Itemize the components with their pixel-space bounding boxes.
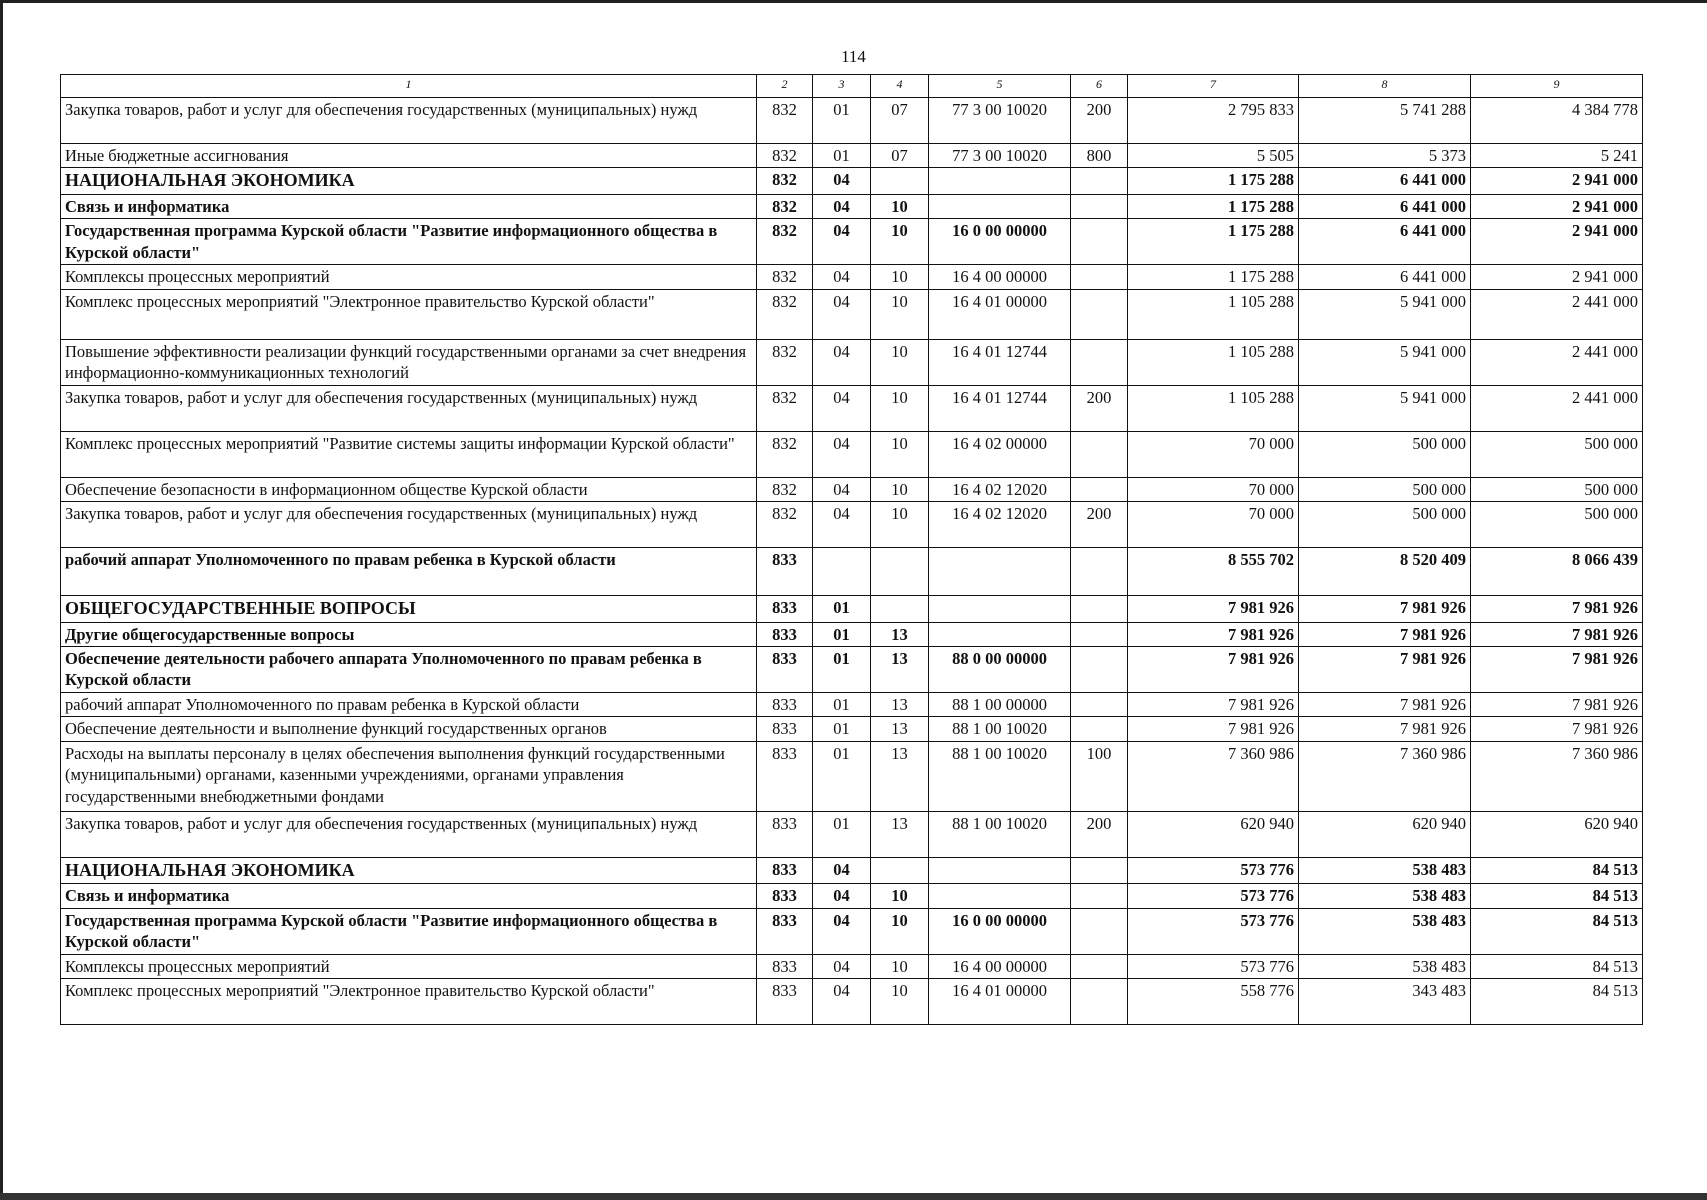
table-row	[61, 339, 1643, 385]
amount-cell-7: 1 175 288	[1128, 168, 1299, 194]
expense-type-cell	[1071, 884, 1128, 908]
admin-code-cell: 832	[757, 168, 813, 194]
amount-cell-7: 1 105 288	[1128, 385, 1299, 431]
amount-cell-7: 70 000	[1128, 502, 1299, 548]
subsection-code-cell: 13	[871, 717, 929, 741]
expense-type-cell	[1071, 168, 1128, 194]
amount-cell-9: 84 513	[1471, 954, 1643, 978]
expense-type-cell	[1071, 548, 1128, 596]
amount-cell-8: 538 483	[1299, 954, 1471, 978]
column-header: 4	[871, 75, 929, 98]
admin-code-cell: 832	[757, 289, 813, 339]
subsection-code-cell: 13	[871, 646, 929, 692]
column-header: 5	[929, 75, 1071, 98]
amount-cell-8: 7 360 986	[1299, 741, 1471, 811]
subsection-code-cell: 07	[871, 144, 929, 168]
table-row	[61, 98, 1643, 144]
row-name-cell: Закупка товаров, работ и услуг для обеспечения государственных (муниципальных) нужд	[61, 811, 757, 857]
amount-cell-8: 8 520 409	[1299, 548, 1471, 596]
table-row	[61, 717, 1643, 741]
admin-code-cell: 832	[757, 385, 813, 431]
row-name-cell: Другие общегосударственные вопросы	[61, 622, 757, 646]
table-row	[61, 884, 1643, 908]
amount-cell-9: 8 066 439	[1471, 548, 1643, 596]
amount-cell-7: 573 776	[1128, 857, 1299, 883]
table-row	[61, 144, 1643, 168]
amount-cell-8: 500 000	[1299, 502, 1471, 548]
subsection-code-cell: 10	[871, 502, 929, 548]
row-name-cell: рабочий аппарат Уполномоченного по правам ребенка в Курской области	[61, 548, 757, 596]
amount-cell-9: 4 384 778	[1471, 98, 1643, 144]
row-name-cell: рабочий аппарат Уполномоченного по правам ребенка в Курской области	[61, 692, 757, 716]
expense-type-cell	[1071, 265, 1128, 289]
target-article-cell	[929, 596, 1071, 622]
table-row	[61, 741, 1643, 811]
admin-code-cell: 832	[757, 502, 813, 548]
amount-cell-8: 343 483	[1299, 979, 1471, 1025]
row-name-cell: Расходы на выплаты персоналу в целях обеспечения выполнения функций государственными (муниципальными) органами, казенными учреждениями, органами управления государственными внебюджетными фондами	[61, 741, 757, 811]
target-article-cell: 88 1 00 10020	[929, 741, 1071, 811]
amount-cell-7: 573 776	[1128, 884, 1299, 908]
admin-code-cell: 833	[757, 646, 813, 692]
subsection-code-cell: 07	[871, 98, 929, 144]
amount-cell-8: 7 981 926	[1299, 622, 1471, 646]
amount-cell-8: 7 981 926	[1299, 646, 1471, 692]
amount-cell-7: 7 981 926	[1128, 692, 1299, 716]
row-name-cell: Комплекс процессных мероприятий "Электронное правительство Курской области"	[61, 979, 757, 1025]
target-article-cell: 88 1 00 10020	[929, 717, 1071, 741]
amount-cell-7: 8 555 702	[1128, 548, 1299, 596]
table-row	[61, 477, 1643, 501]
section-code-cell: 04	[813, 219, 871, 265]
target-article-cell: 16 4 02 12020	[929, 477, 1071, 501]
amount-cell-7: 70 000	[1128, 431, 1299, 477]
amount-cell-7: 1 175 288	[1128, 265, 1299, 289]
section-code-cell: 04	[813, 339, 871, 385]
scan-border-top	[0, 0, 1707, 3]
row-name-cell: Комплекс процессных мероприятий "Развитие системы защиты информации Курской области"	[61, 431, 757, 477]
row-name-cell: Государственная программа Курской области "Развитие информационного общества в Курской области"	[61, 219, 757, 265]
section-code-cell: 01	[813, 596, 871, 622]
admin-code-cell: 833	[757, 548, 813, 596]
section-code-cell	[813, 548, 871, 596]
amount-cell-9: 84 513	[1471, 979, 1643, 1025]
column-header: 9	[1471, 75, 1643, 98]
expense-type-cell: 200	[1071, 385, 1128, 431]
subsection-code-cell: 10	[871, 884, 929, 908]
row-name-cell: Иные бюджетные ассигнования	[61, 144, 757, 168]
expense-type-cell	[1071, 954, 1128, 978]
amount-cell-9: 7 981 926	[1471, 646, 1643, 692]
row-name-cell: Связь и информатика	[61, 194, 757, 218]
subsection-code-cell: 10	[871, 265, 929, 289]
admin-code-cell: 832	[757, 98, 813, 144]
amount-cell-7: 7 981 926	[1128, 646, 1299, 692]
expense-type-cell: 200	[1071, 811, 1128, 857]
amount-cell-7: 70 000	[1128, 477, 1299, 501]
expense-type-cell	[1071, 431, 1128, 477]
amount-cell-8: 6 441 000	[1299, 194, 1471, 218]
target-article-cell: 16 4 01 00000	[929, 979, 1071, 1025]
scan-border-left	[0, 0, 3, 1200]
amount-cell-7: 558 776	[1128, 979, 1299, 1025]
amount-cell-7: 573 776	[1128, 954, 1299, 978]
expense-type-cell: 800	[1071, 144, 1128, 168]
row-name-cell: Повышение эффективности реализации функций государственными органами за счет внедрения информационно-коммуникационных технологий	[61, 339, 757, 385]
expense-type-cell	[1071, 219, 1128, 265]
section-code-cell: 01	[813, 717, 871, 741]
admin-code-cell: 832	[757, 339, 813, 385]
table-row	[61, 596, 1643, 622]
amount-cell-9: 2 441 000	[1471, 289, 1643, 339]
admin-code-cell: 833	[757, 596, 813, 622]
amount-cell-7: 5 505	[1128, 144, 1299, 168]
column-header: 1	[61, 75, 757, 98]
amount-cell-8: 620 940	[1299, 811, 1471, 857]
column-header: 2	[757, 75, 813, 98]
admin-code-cell: 833	[757, 741, 813, 811]
expense-type-cell	[1071, 646, 1128, 692]
admin-code-cell: 833	[757, 908, 813, 954]
amount-cell-7: 620 940	[1128, 811, 1299, 857]
section-code-cell: 04	[813, 954, 871, 978]
table-row	[61, 954, 1643, 978]
table-row	[61, 431, 1643, 477]
admin-code-cell: 832	[757, 265, 813, 289]
table-row	[61, 811, 1643, 857]
column-header: 8	[1299, 75, 1471, 98]
subsection-code-cell: 10	[871, 908, 929, 954]
amount-cell-9: 7 981 926	[1471, 717, 1643, 741]
column-header: 3	[813, 75, 871, 98]
amount-cell-8: 6 441 000	[1299, 168, 1471, 194]
table-row	[61, 194, 1643, 218]
target-article-cell: 16 0 00 00000	[929, 219, 1071, 265]
admin-code-cell: 833	[757, 979, 813, 1025]
row-name-cell: Комплекс процессных мероприятий "Электронное правительство Курской области"	[61, 289, 757, 339]
expense-type-cell: 200	[1071, 502, 1128, 548]
row-name-cell: Комплексы процессных мероприятий	[61, 265, 757, 289]
target-article-cell: 16 4 00 00000	[929, 265, 1071, 289]
amount-cell-9: 2 941 000	[1471, 219, 1643, 265]
target-article-cell	[929, 857, 1071, 883]
admin-code-cell: 833	[757, 717, 813, 741]
expense-type-cell	[1071, 289, 1128, 339]
subsection-code-cell: 13	[871, 741, 929, 811]
admin-code-cell: 833	[757, 884, 813, 908]
amount-cell-8: 538 483	[1299, 884, 1471, 908]
expense-type-cell	[1071, 477, 1128, 501]
expense-type-cell	[1071, 857, 1128, 883]
amount-cell-9: 7 981 926	[1471, 692, 1643, 716]
table-row	[61, 622, 1643, 646]
amount-cell-8: 500 000	[1299, 477, 1471, 501]
amount-cell-7: 2 795 833	[1128, 98, 1299, 144]
amount-cell-8: 6 441 000	[1299, 265, 1471, 289]
admin-code-cell: 832	[757, 477, 813, 501]
amount-cell-7: 7 360 986	[1128, 741, 1299, 811]
amount-cell-9: 620 940	[1471, 811, 1643, 857]
amount-cell-7: 7 981 926	[1128, 596, 1299, 622]
expense-type-cell	[1071, 717, 1128, 741]
table-row	[61, 979, 1643, 1025]
target-article-cell: 88 1 00 00000	[929, 692, 1071, 716]
expense-type-cell	[1071, 622, 1128, 646]
expense-type-cell: 200	[1071, 98, 1128, 144]
amount-cell-7: 7 981 926	[1128, 622, 1299, 646]
admin-code-cell: 833	[757, 622, 813, 646]
subsection-code-cell: 10	[871, 954, 929, 978]
section-code-cell: 04	[813, 289, 871, 339]
section-code-cell: 04	[813, 908, 871, 954]
section-code-cell: 01	[813, 622, 871, 646]
table-row	[61, 219, 1643, 265]
amount-cell-8: 6 441 000	[1299, 219, 1471, 265]
target-article-cell: 16 4 01 12744	[929, 385, 1071, 431]
subsection-code-cell	[871, 548, 929, 596]
expense-type-cell	[1071, 908, 1128, 954]
row-name-cell: НАЦИОНАЛЬНАЯ ЭКОНОМИКА	[61, 168, 757, 194]
amount-cell-7: 7 981 926	[1128, 717, 1299, 741]
amount-cell-8: 500 000	[1299, 431, 1471, 477]
section-code-cell: 04	[813, 431, 871, 477]
section-code-cell: 01	[813, 144, 871, 168]
amount-cell-7: 1 105 288	[1128, 289, 1299, 339]
amount-cell-9: 7 981 926	[1471, 622, 1643, 646]
amount-cell-9: 84 513	[1471, 884, 1643, 908]
subsection-code-cell: 10	[871, 431, 929, 477]
admin-code-cell: 832	[757, 431, 813, 477]
subsection-code-cell: 10	[871, 477, 929, 501]
subsection-code-cell: 13	[871, 622, 929, 646]
amount-cell-9: 7 981 926	[1471, 596, 1643, 622]
subsection-code-cell: 10	[871, 979, 929, 1025]
section-code-cell: 01	[813, 692, 871, 716]
table-row	[61, 289, 1643, 339]
section-code-cell: 04	[813, 884, 871, 908]
expense-type-cell: 100	[1071, 741, 1128, 811]
amount-cell-8: 7 981 926	[1299, 717, 1471, 741]
target-article-cell: 77 3 00 10020	[929, 98, 1071, 144]
section-code-cell: 04	[813, 502, 871, 548]
section-code-cell: 04	[813, 265, 871, 289]
target-article-cell	[929, 194, 1071, 218]
row-name-cell: Комплексы процессных мероприятий	[61, 954, 757, 978]
target-article-cell	[929, 548, 1071, 596]
amount-cell-9: 84 513	[1471, 857, 1643, 883]
subsection-code-cell: 13	[871, 811, 929, 857]
expense-type-cell	[1071, 596, 1128, 622]
amount-cell-9: 5 241	[1471, 144, 1643, 168]
amount-cell-9: 2 441 000	[1471, 339, 1643, 385]
amount-cell-8: 5 941 000	[1299, 339, 1471, 385]
amount-cell-9: 500 000	[1471, 477, 1643, 501]
row-name-cell: Закупка товаров, работ и услуг для обеспечения государственных (муниципальных) нужд	[61, 98, 757, 144]
amount-cell-8: 5 941 000	[1299, 289, 1471, 339]
amount-cell-8: 538 483	[1299, 908, 1471, 954]
target-article-cell: 16 4 00 00000	[929, 954, 1071, 978]
row-name-cell: Обеспечение деятельности рабочего аппарата Уполномоченного по правам ребенка в Курской области	[61, 646, 757, 692]
target-article-cell: 16 4 01 00000	[929, 289, 1071, 339]
row-name-cell: Обеспечение деятельности и выполнение функций государственных органов	[61, 717, 757, 741]
amount-cell-8: 7 981 926	[1299, 596, 1471, 622]
amount-cell-8: 5 373	[1299, 144, 1471, 168]
row-name-cell: ОБЩЕГОСУДАРСТВЕННЫЕ ВОПРОСЫ	[61, 596, 757, 622]
table-row	[61, 857, 1643, 883]
subsection-code-cell: 13	[871, 692, 929, 716]
section-code-cell: 04	[813, 477, 871, 501]
row-name-cell: Государственная программа Курской области "Развитие информационного общества в Курской области"	[61, 908, 757, 954]
admin-code-cell: 832	[757, 144, 813, 168]
subsection-code-cell	[871, 857, 929, 883]
expense-type-cell	[1071, 979, 1128, 1025]
target-article-cell: 16 0 00 00000	[929, 908, 1071, 954]
section-code-cell: 04	[813, 194, 871, 218]
target-article-cell	[929, 884, 1071, 908]
subsection-code-cell: 10	[871, 385, 929, 431]
admin-code-cell: 833	[757, 811, 813, 857]
amount-cell-9: 500 000	[1471, 431, 1643, 477]
page-number: 114	[841, 47, 866, 66]
section-code-cell: 01	[813, 98, 871, 144]
target-article-cell	[929, 168, 1071, 194]
expense-type-cell	[1071, 194, 1128, 218]
table-row	[61, 692, 1643, 716]
column-header-row	[61, 75, 1643, 98]
row-name-cell: НАЦИОНАЛЬНАЯ ЭКОНОМИКА	[61, 857, 757, 883]
table-row	[61, 548, 1643, 596]
table-row	[61, 265, 1643, 289]
subsection-code-cell: 10	[871, 339, 929, 385]
row-name-cell: Связь и информатика	[61, 884, 757, 908]
table-body	[61, 75, 1643, 1025]
amount-cell-7: 1 105 288	[1128, 339, 1299, 385]
section-code-cell: 01	[813, 741, 871, 811]
table-row	[61, 168, 1643, 194]
target-article-cell: 16 4 02 00000	[929, 431, 1071, 477]
row-name-cell: Обеспечение безопасности в информационном обществе Курской области	[61, 477, 757, 501]
amount-cell-7: 1 175 288	[1128, 219, 1299, 265]
subsection-code-cell	[871, 168, 929, 194]
subsection-code-cell: 10	[871, 194, 929, 218]
table-row	[61, 502, 1643, 548]
amount-cell-8: 5 741 288	[1299, 98, 1471, 144]
target-article-cell: 16 4 02 12020	[929, 502, 1071, 548]
table-row	[61, 646, 1643, 692]
admin-code-cell: 833	[757, 692, 813, 716]
amount-cell-9: 2 941 000	[1471, 265, 1643, 289]
admin-code-cell: 832	[757, 219, 813, 265]
table-row	[61, 385, 1643, 431]
amount-cell-7: 573 776	[1128, 908, 1299, 954]
section-code-cell: 01	[813, 646, 871, 692]
expense-type-cell	[1071, 339, 1128, 385]
amount-cell-9: 7 360 986	[1471, 741, 1643, 811]
amount-cell-8: 538 483	[1299, 857, 1471, 883]
amount-cell-9: 2 941 000	[1471, 194, 1643, 218]
section-code-cell: 04	[813, 385, 871, 431]
amount-cell-9: 84 513	[1471, 908, 1643, 954]
amount-cell-9: 500 000	[1471, 502, 1643, 548]
column-header: 7	[1128, 75, 1299, 98]
amount-cell-9: 2 441 000	[1471, 385, 1643, 431]
amount-cell-8: 7 981 926	[1299, 692, 1471, 716]
admin-code-cell: 832	[757, 194, 813, 218]
amount-cell-8: 5 941 000	[1299, 385, 1471, 431]
subsection-code-cell: 10	[871, 219, 929, 265]
subsection-code-cell: 10	[871, 289, 929, 339]
amount-cell-9: 2 941 000	[1471, 168, 1643, 194]
section-code-cell: 04	[813, 168, 871, 194]
budget-table	[60, 74, 1643, 1025]
column-header: 6	[1071, 75, 1128, 98]
subsection-code-cell	[871, 596, 929, 622]
row-name-cell: Закупка товаров, работ и услуг для обеспечения государственных (муниципальных) нужд	[61, 385, 757, 431]
scan-border-bottom	[0, 1193, 1707, 1200]
target-article-cell: 77 3 00 10020	[929, 144, 1071, 168]
admin-code-cell: 833	[757, 954, 813, 978]
target-article-cell	[929, 622, 1071, 646]
target-article-cell: 16 4 01 12744	[929, 339, 1071, 385]
table-row	[61, 908, 1643, 954]
row-name-cell: Закупка товаров, работ и услуг для обеспечения государственных (муниципальных) нужд	[61, 502, 757, 548]
section-code-cell: 01	[813, 811, 871, 857]
amount-cell-7: 1 175 288	[1128, 194, 1299, 218]
expense-type-cell	[1071, 692, 1128, 716]
admin-code-cell: 833	[757, 857, 813, 883]
target-article-cell: 88 1 00 10020	[929, 811, 1071, 857]
target-article-cell: 88 0 00 00000	[929, 646, 1071, 692]
section-code-cell: 04	[813, 857, 871, 883]
section-code-cell: 04	[813, 979, 871, 1025]
